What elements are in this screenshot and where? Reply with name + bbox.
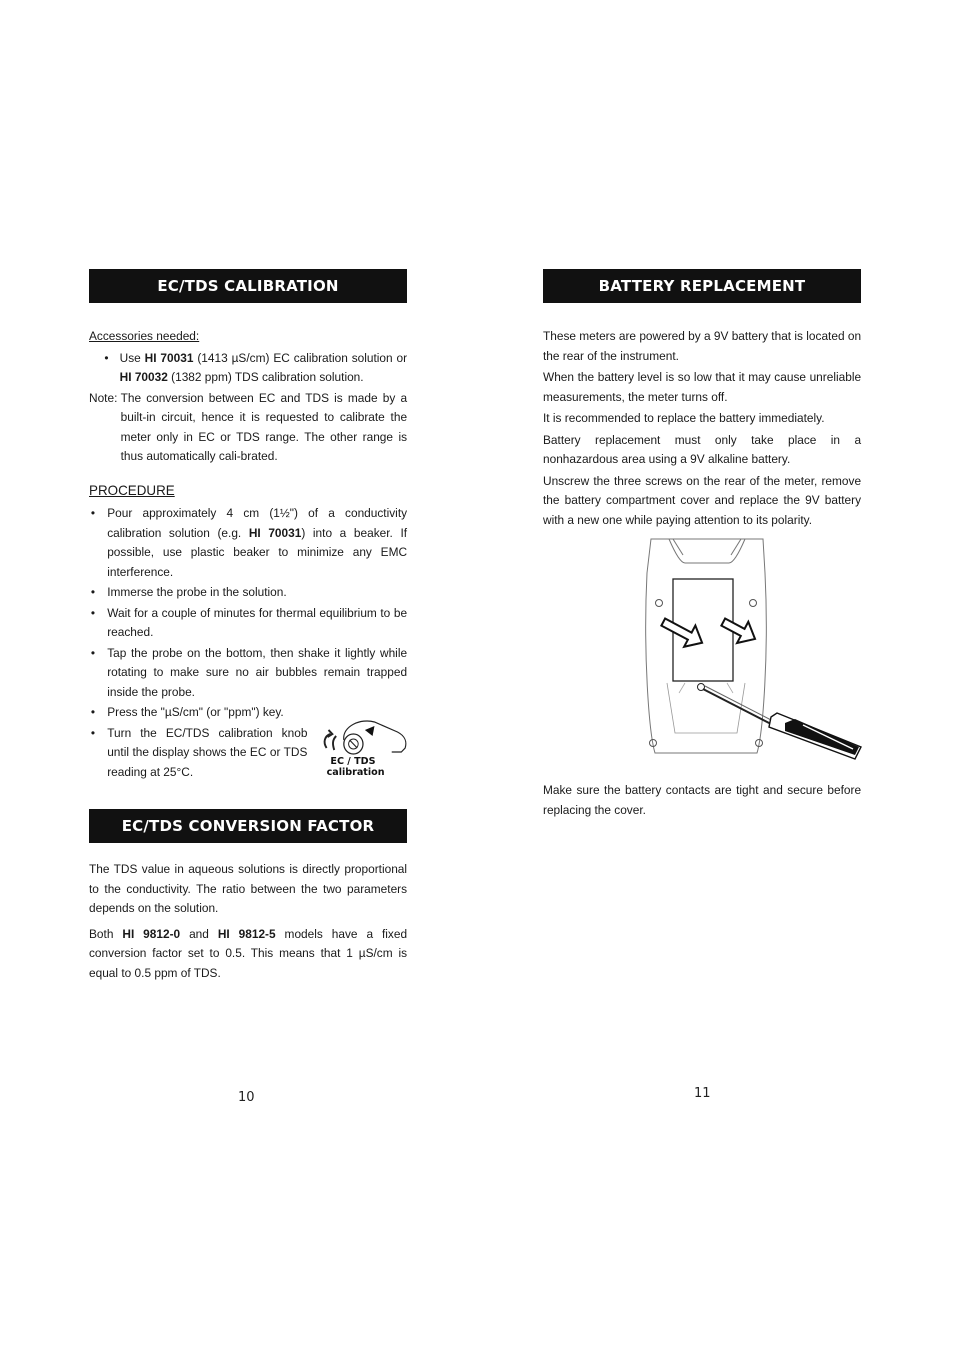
accessories-label: Accessories needed: [89, 329, 200, 343]
battery-para: Make sure the battery contacts are tight and secure before replacing the cover. [543, 783, 862, 817]
model-code: HI 9812-5 [217, 926, 276, 941]
conversion-para: Both HI 9812-0 and HI 9812-5 models have a fixed conversion factor set to 0.5. This means that 1 µS/cm is equal to 0.5 ppm of TDS. [89, 926, 408, 980]
battery-title: BATTERY REPLACEMENT [543, 269, 861, 303]
meter-rear-illustration [645, 533, 867, 763]
calibration-title: EC/TDS CALIBRATION [89, 269, 407, 303]
conversion-body [89, 860, 407, 983]
accessory-item: • Use HI 70031 (1413 µS/cm) EC calibration solution or HI 70032 (1382 ppm) TDS calibration solution. [89, 349, 407, 388]
product-code: HI 70032 [119, 370, 168, 384]
step-item: • Immerse the probe in the solution. [89, 583, 407, 603]
product-code: HI 70031 [144, 350, 194, 365]
calibration-section [89, 269, 407, 783]
battery-para: Unscrew the three screws on the rear of the meter, remove the battery compartment cover and replace the 9V battery with a new one while paying attention to its polarity. [543, 473, 862, 527]
page-number: 11 [694, 1086, 711, 1101]
conversion-title: EC/TDS CONVERSION FACTOR [89, 809, 407, 843]
note [89, 389, 407, 467]
model-code: HI 9812-0 [122, 926, 181, 941]
step-item: • Pour approximately 4 cm (1½") of a conductivity calibration solution (e.g. HI 70031) into a beaker. If possible, use plastic beaker to minimize any EMC interference. [89, 504, 407, 582]
step-item: • Press the "µS/cm" (or "ppm") key. [89, 703, 407, 723]
step-item: • Tap the probe on the bottom, then shake it lightly while rotating to make sure no air bubbles remain trapped inside the probe. [89, 644, 407, 703]
procedure-title: PROCEDURE [89, 481, 175, 498]
battery-section [543, 269, 861, 532]
calibration-body [89, 327, 407, 782]
step-text: • Turn the EC/TDS calibration knob until the display shows the EC or TDS reading at 25°C. [107, 725, 308, 779]
battery-para: Battery replacement must only take place in a nonhazardous area using a 9V alkaline battery. [543, 432, 862, 466]
battery-para: It is recommended to replace the battery immediately. [543, 411, 825, 425]
battery-para: These meters are powered by a 9V battery that is located on the rear of the instrument. [543, 329, 862, 363]
accessories-list [89, 349, 407, 388]
knob-label: calibration [326, 766, 385, 776]
note-text: The conversion between EC and TDS is made by a built-in circuit, hence it is requested to calibrate the meter only in EC or TDS range. The other range is thus automatically cali-brated. [120, 390, 408, 463]
page-number: 10 [238, 1090, 255, 1105]
product-code: HI 70031 [248, 525, 302, 540]
conversion-section [89, 809, 407, 985]
battery-para: When the battery level is so low that it may cause unreliable measurements, the meter turns off. [543, 370, 862, 404]
battery-footer [543, 781, 861, 822]
step-item: • Wait for a couple of minutes for thermal equilibrium to be reached. [89, 604, 407, 643]
procedure-steps [89, 504, 407, 782]
battery-body [543, 327, 861, 530]
note-label: Note: [89, 390, 118, 405]
knob-label: EC / TDS [330, 755, 376, 767]
step-item [89, 724, 407, 783]
calibration-knob-icon [315, 718, 407, 776]
conversion-para: The TDS value in aqueous solutions is directly proportional to the conductivity. The ratio between the two parameters depends on the solution. [89, 862, 408, 915]
